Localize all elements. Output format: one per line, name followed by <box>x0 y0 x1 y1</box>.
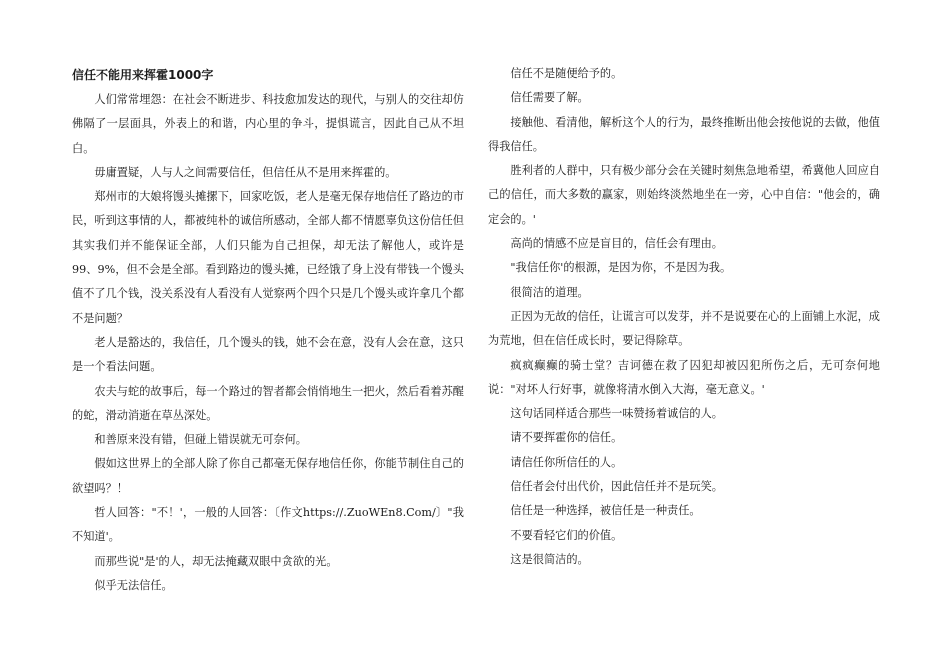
paragraph: 郑州市的大娘将馒头摊摞下，回家吃饭，老人是毫无保存地信任了路边的市民，听到这事情的人，都被纯朴的诚信所感动，全部人都不情愿辜负这份信任但其实我们并不能保证全部，人们只能为自己担保，却无法了解他人，或许是99、9%，但不会是全部。看到路边的馒头摊，已经饿了身上没有带钱一个馒头值不了几个钱，没关系没有人看没有人觉察两个四个只是几个馒头或许拿几个都不是问题？ <box>72 190 464 325</box>
paragraph: 信任需要了解。 <box>510 91 589 105</box>
paragraph: 农夫与蛇的故事后，每一个路过的智者都会悄悄地生一把火，然后看着苏醒的蛇，滑动消逝在草丛深处。 <box>72 384 464 422</box>
paragraph: 假如这世界上的全部人除了你自己都毫无保存地信任你，你能节制住自己的欲望吗？！ <box>72 457 464 495</box>
paragraph: 正因为无故的信任，让谎言可以发芽，并不是说要在心的上面铺上水泥，成为荒地，但在信任成长时，要记得除草。 <box>488 309 880 348</box>
paragraph: 接触他、看清他，解析这个人的行为，最终推断出他会按他说的去做，他值得我信任。 <box>488 115 880 153</box>
paragraph: 似乎无法信任。 <box>94 578 173 592</box>
paragraph: 人们常常埋怨：在社会不断进步、科技愈加发达的现代，与别人的交往却仿佛隔了一层面具，外表上的和谐，内心里的争斗，提惧谎言，因此自己从不坦白。 <box>72 93 464 155</box>
paragraph: 胜利者的人群中，只有极少部分会在关键时刻焦急地希望，希冀他人回应自己的信任，而大多数的赢家，则始终淡然地坐在一旁，心中自信："他会的，确定会的。' <box>488 164 880 226</box>
paragraph: "我信任你'的根源，是因为你，不是因为我。 <box>510 261 732 275</box>
paragraph: 疯疯癫癫的骑士堂？吉诃德在救了囚犯却被囚犯所伤之后，无可奈何地说："对坏人行好事，就像将清水倒入大海，毫无意义。' <box>488 358 880 396</box>
left-column <box>72 66 464 598</box>
paragraph: 毋庸置疑，人与人之间需要信任，但信任从不是用来挥霍的。 <box>94 165 397 179</box>
paragraph: 不要看轻它们的价值。 <box>510 528 623 542</box>
paragraph: 而那些说"是'的人，却无法掩藏双眼中贪欲的光。 <box>94 554 338 568</box>
paragraph: 这句话同样适合那些一味赞扬着诚信的人。 <box>510 407 723 421</box>
paragraph: 和善原来没有错，但碰上错误就无可奈何。 <box>94 433 307 447</box>
paragraph: 老人是豁达的，我信任，几个馒头的钱，她不会在意，没有人会在意，这只是一个看法问题。 <box>72 335 464 374</box>
paragraph: 信任者会付出代价，因此信任并不是玩笑。 <box>510 480 723 494</box>
paragraph: 请信任你所信任的人。 <box>510 455 623 469</box>
paragraph: 请不要挥霍你的信任。 <box>510 431 623 445</box>
paragraph: 信任是一种选择，被信任是一种责任。 <box>510 504 701 518</box>
paragraph: 信任不是随便给予的。 <box>510 67 623 80</box>
paragraph: 这是很简洁的。 <box>510 552 589 566</box>
document-title: 信任不能用来挥霍1000字 <box>72 68 214 82</box>
paragraph: 很简洁的道理。 <box>510 285 589 299</box>
paragraph: 高尚的情感不应是盲目的，信任会有理由。 <box>510 237 723 251</box>
right-column <box>488 62 880 572</box>
paragraph: 哲人回答："不！'，一般的人回答：〔作文https://.ZuoWEn8.Com/〕"我不知道'。 <box>72 506 464 544</box>
